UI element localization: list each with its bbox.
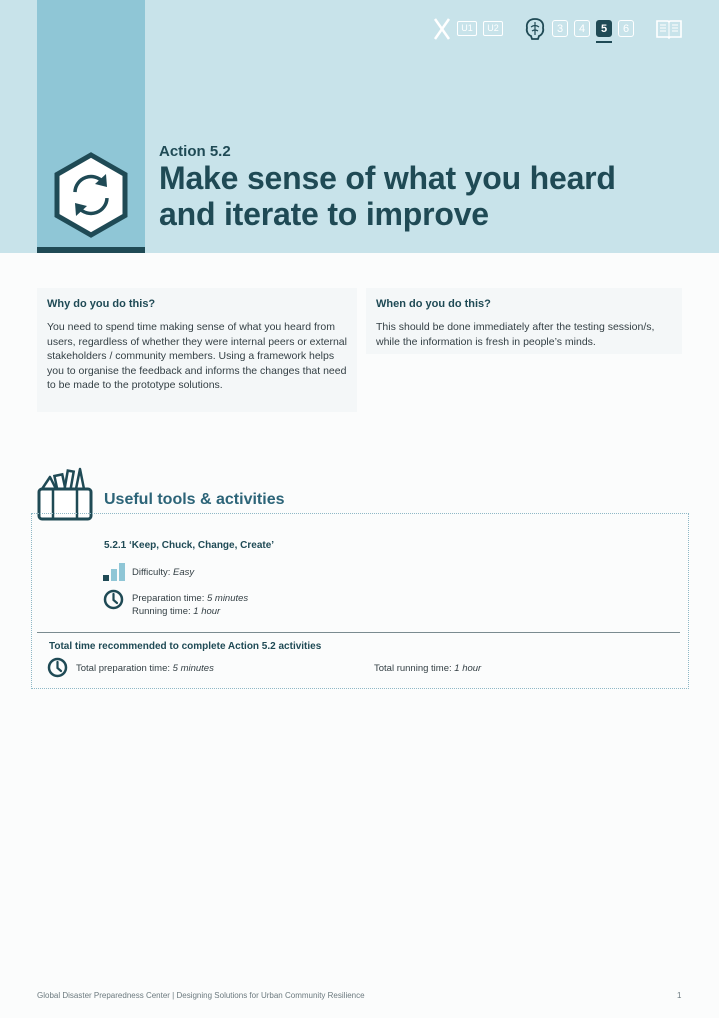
prep-time-value: 5 minutes <box>206 593 249 604</box>
footer-text: Global Disaster Preparedness Center | Designing Solutions for Urban Community Resilience <box>37 991 365 1000</box>
total-time-title: Total time recommended to complete Action 5.2 activities <box>49 641 322 652</box>
header-strip-base <box>37 247 145 253</box>
page-title <box>159 160 699 232</box>
nav-active-indicator <box>596 41 612 43</box>
page-number: 1 <box>677 991 682 1000</box>
clock-icon <box>47 657 68 678</box>
divider <box>37 632 680 633</box>
total-run-value: 1 hour <box>454 663 482 674</box>
difficulty-bars-icon <box>103 563 125 581</box>
total-prep-time <box>76 663 214 674</box>
total-run-time <box>374 663 481 674</box>
when-body: This should be done immediately after the testing session/s, while the information is fresh in people’s minds. <box>376 321 655 348</box>
activity-times <box>132 592 248 618</box>
book-icon[interactable] <box>655 18 683 40</box>
nav-step-5-active[interactable]: 5 <box>596 20 612 37</box>
activity-title[interactable]: 5.2.1 ‘Keep, Chuck, Change, Create’ <box>104 540 275 551</box>
clock-icon <box>103 589 124 610</box>
when-heading: When do you do this? <box>376 298 491 310</box>
nav-step-4[interactable]: 4 <box>574 20 590 37</box>
run-time-label: Running time: <box>132 606 194 617</box>
run-time-line <box>132 605 248 618</box>
difficulty-value: Easy <box>173 567 195 578</box>
prep-time-line <box>132 592 248 605</box>
page-title-line-2: and iterate to improve <box>159 196 489 232</box>
page-title-line-1: Make sense of what you heard <box>159 160 616 196</box>
why-card <box>37 288 357 412</box>
prep-time-label: Preparation time: <box>132 593 207 604</box>
brain-icon[interactable] <box>524 17 546 41</box>
run-time-value: 1 hour <box>193 606 221 617</box>
nav-unit-1[interactable]: U1 <box>457 21 477 36</box>
why-body: You need to spend time making sense of what you heard from users, regardless of whether they were internal peers or external stakeholders / community members. Using a framework helps you to organise the feedback and informs the changes that need to be made to the prototype solutions. <box>47 321 347 391</box>
chapter-nav <box>430 17 690 41</box>
when-card <box>366 288 682 354</box>
nav-unit-2[interactable]: U2 <box>483 21 503 36</box>
why-heading: Why do you do this? <box>47 298 156 310</box>
nav-step-6[interactable]: 6 <box>618 20 634 37</box>
difficulty-label: Difficulty: <box>132 567 174 578</box>
total-prep-label: Total preparation time: <box>76 663 173 674</box>
total-run-label: Total running time: <box>374 663 455 674</box>
nav-step-3[interactable]: 3 <box>552 20 568 37</box>
action-label: Action 5.2 <box>159 143 231 160</box>
x-icon[interactable] <box>432 17 452 41</box>
difficulty-text <box>132 567 194 578</box>
tools-title: Useful tools & activities <box>104 491 285 508</box>
cycle-icon <box>53 152 129 238</box>
total-prep-value: 5 minutes <box>172 663 214 674</box>
